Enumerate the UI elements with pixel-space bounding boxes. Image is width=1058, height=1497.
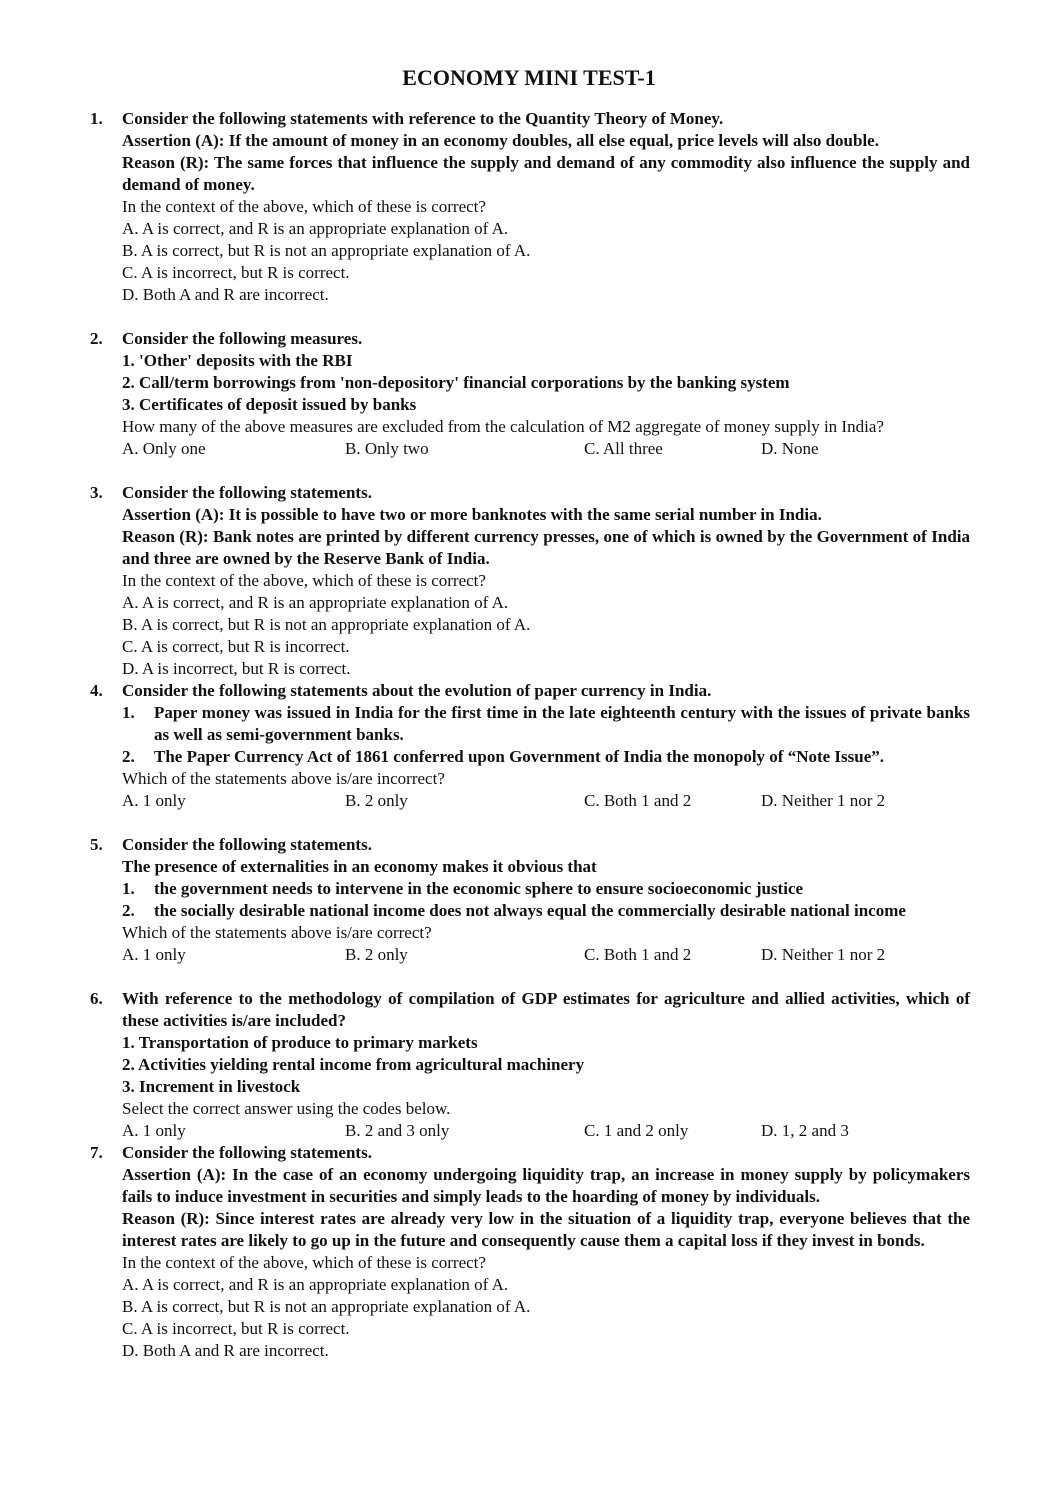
answer-option: A. 1 only — [122, 945, 186, 964]
options-row — [122, 790, 970, 812]
answer-option: B. A is correct, but R is not an appropriate explanation of A. — [122, 615, 531, 634]
answer-option: A. A is correct, and R is an appropriate explanation of A. — [122, 1275, 509, 1294]
question-stem: Consider the following statements about the evolution of paper currency in India. — [122, 681, 712, 700]
question-number: 7. — [90, 1143, 103, 1162]
answer-option: A. 1 only — [122, 791, 186, 810]
options-row — [122, 1120, 970, 1142]
reason-text: Reason (R): Bank notes are printed by different currency presses, one of which is owned by the Government of India and three are owned by the Reserve Bank of India. — [122, 527, 970, 568]
question-number: 4. — [90, 681, 103, 700]
answer-option: B. 2 only — [345, 945, 408, 964]
answer-option: D. Neither 1 nor 2 — [761, 945, 886, 964]
answer-option: B. A is correct, but R is not an appropriate explanation of A. — [122, 1297, 531, 1316]
answer-option: B. 2 only — [345, 791, 408, 810]
question-lead: The presence of externalities in an economy makes it obvious that — [122, 857, 597, 876]
answer-option: D. 1, 2 and 3 — [761, 1121, 849, 1140]
question-2 — [90, 328, 970, 460]
answer-option: D. Both A and R are incorrect. — [122, 285, 329, 304]
answer-option: D. A is incorrect, but R is correct. — [122, 659, 351, 678]
question-number: 5. — [90, 835, 103, 854]
reason-text: Reason (R): Since interest rates are already very low in the situation of a liquidity trap, everyone believes that the interest rates are likely to go up in the future and consequently cause them a capital loss if they invest in bonds. — [122, 1209, 970, 1250]
answer-option: B. Only two — [345, 439, 429, 458]
question-1 — [90, 108, 970, 306]
question-stem: Consider the following statements. — [122, 483, 372, 502]
question-number: 3. — [90, 483, 103, 502]
activity-item: 2. Activities yielding rental income from agricultural machinery — [122, 1055, 585, 1074]
question-prompt: How many of the above measures are excluded from the calculation of M2 aggregate of money supply in India? — [122, 417, 884, 436]
question-stem: Consider the following measures. — [122, 329, 363, 348]
answer-option: A. A is correct, and R is an appropriate explanation of A. — [122, 593, 509, 612]
question-prompt: Select the correct answer using the codes below. — [122, 1099, 451, 1118]
answer-option: C. 1 and 2 only — [584, 1121, 689, 1140]
question-3 — [90, 482, 970, 680]
answer-option: A. A is correct, and R is an appropriate explanation of A. — [122, 219, 509, 238]
question-prompt: In the context of the above, which of these is correct? — [122, 1253, 486, 1272]
options-row — [122, 944, 970, 966]
question-number: 6. — [90, 989, 103, 1008]
question-prompt: In the context of the above, which of these is correct? — [122, 571, 486, 590]
measure-item: 3. Certificates of deposit issued by banks — [122, 395, 417, 414]
activity-item: 3. Increment in livestock — [122, 1077, 301, 1096]
assertion-text: Assertion (A): It is possible to have two or more banknotes with the same serial number in India. — [122, 505, 822, 524]
answer-option: C. A is correct, but R is incorrect. — [122, 637, 350, 656]
answer-option: C. A is incorrect, but R is correct. — [122, 263, 350, 282]
statement-item: 2. the socially desirable national income does not always equal the commercially desirable national income — [122, 901, 906, 920]
answer-option: A. 1 only — [122, 1121, 186, 1140]
question-stem: With reference to the methodology of compilation of GDP estimates for agriculture and allied activities, which of these activities is/are included? — [122, 989, 970, 1030]
question-stem: Consider the following statements. — [122, 1143, 372, 1162]
reason-text: Reason (R): The same forces that influence the supply and demand of any commodity also influence the supply and demand of money. — [122, 153, 970, 194]
statement-item: 1. the government needs to intervene in the economic sphere to ensure socioeconomic justice — [122, 879, 804, 898]
question-7 — [90, 1142, 970, 1362]
question-number: 2. — [90, 329, 103, 348]
answer-option: C. Both 1 and 2 — [584, 945, 692, 964]
assertion-text: Assertion (A): If the amount of money in an economy doubles, all else equal, price levels will also double. — [122, 131, 879, 150]
question-number: 1. — [90, 109, 103, 128]
answer-option: D. Neither 1 nor 2 — [761, 791, 886, 810]
measure-item: 1. 'Other' deposits with the RBI — [122, 351, 353, 370]
answer-option: B. A is correct, but R is not an appropriate explanation of A. — [122, 241, 531, 260]
options-row — [122, 438, 970, 460]
question-prompt: In the context of the above, which of these is correct? — [122, 197, 486, 216]
activity-item: 1. Transportation of produce to primary markets — [122, 1033, 478, 1052]
answer-option: B. 2 and 3 only — [345, 1121, 450, 1140]
answer-option: D. None — [761, 439, 819, 458]
question-prompt: Which of the statements above is/are correct? — [122, 923, 432, 942]
question-prompt: Which of the statements above is/are incorrect? — [122, 769, 445, 788]
answer-option: D. Both A and R are incorrect. — [122, 1341, 329, 1360]
question-6 — [90, 988, 970, 1142]
answer-option: A. Only one — [122, 439, 206, 458]
statement-item: 1. Paper money was issued in India for the first time in the late eighteenth century with the issues of private banks as well as semi-government banks. — [122, 703, 970, 744]
measure-item: 2. Call/term borrowings from 'non-depository' financial corporations by the banking system — [122, 373, 790, 392]
question-stem: Consider the following statements. — [122, 835, 372, 854]
question-stem: Consider the following statements with reference to the Quantity Theory of Money. — [122, 109, 724, 128]
page-title: ECONOMY MINI TEST-1 — [402, 65, 656, 90]
answer-option: C. All three — [584, 439, 663, 458]
answer-option: C. Both 1 and 2 — [584, 791, 692, 810]
assertion-text: Assertion (A): In the case of an economy undergoing liquidity trap, an increase in money supply by policymakers fails to induce investment in securities and simply leads to the hoarding of money by individuals. — [122, 1165, 970, 1206]
statement-item: 2. The Paper Currency Act of 1861 conferred upon Government of India the monopoly of “Note Issue”. — [122, 747, 885, 766]
question-4 — [90, 680, 970, 812]
question-5 — [90, 834, 970, 966]
answer-option: C. A is incorrect, but R is correct. — [122, 1319, 350, 1338]
